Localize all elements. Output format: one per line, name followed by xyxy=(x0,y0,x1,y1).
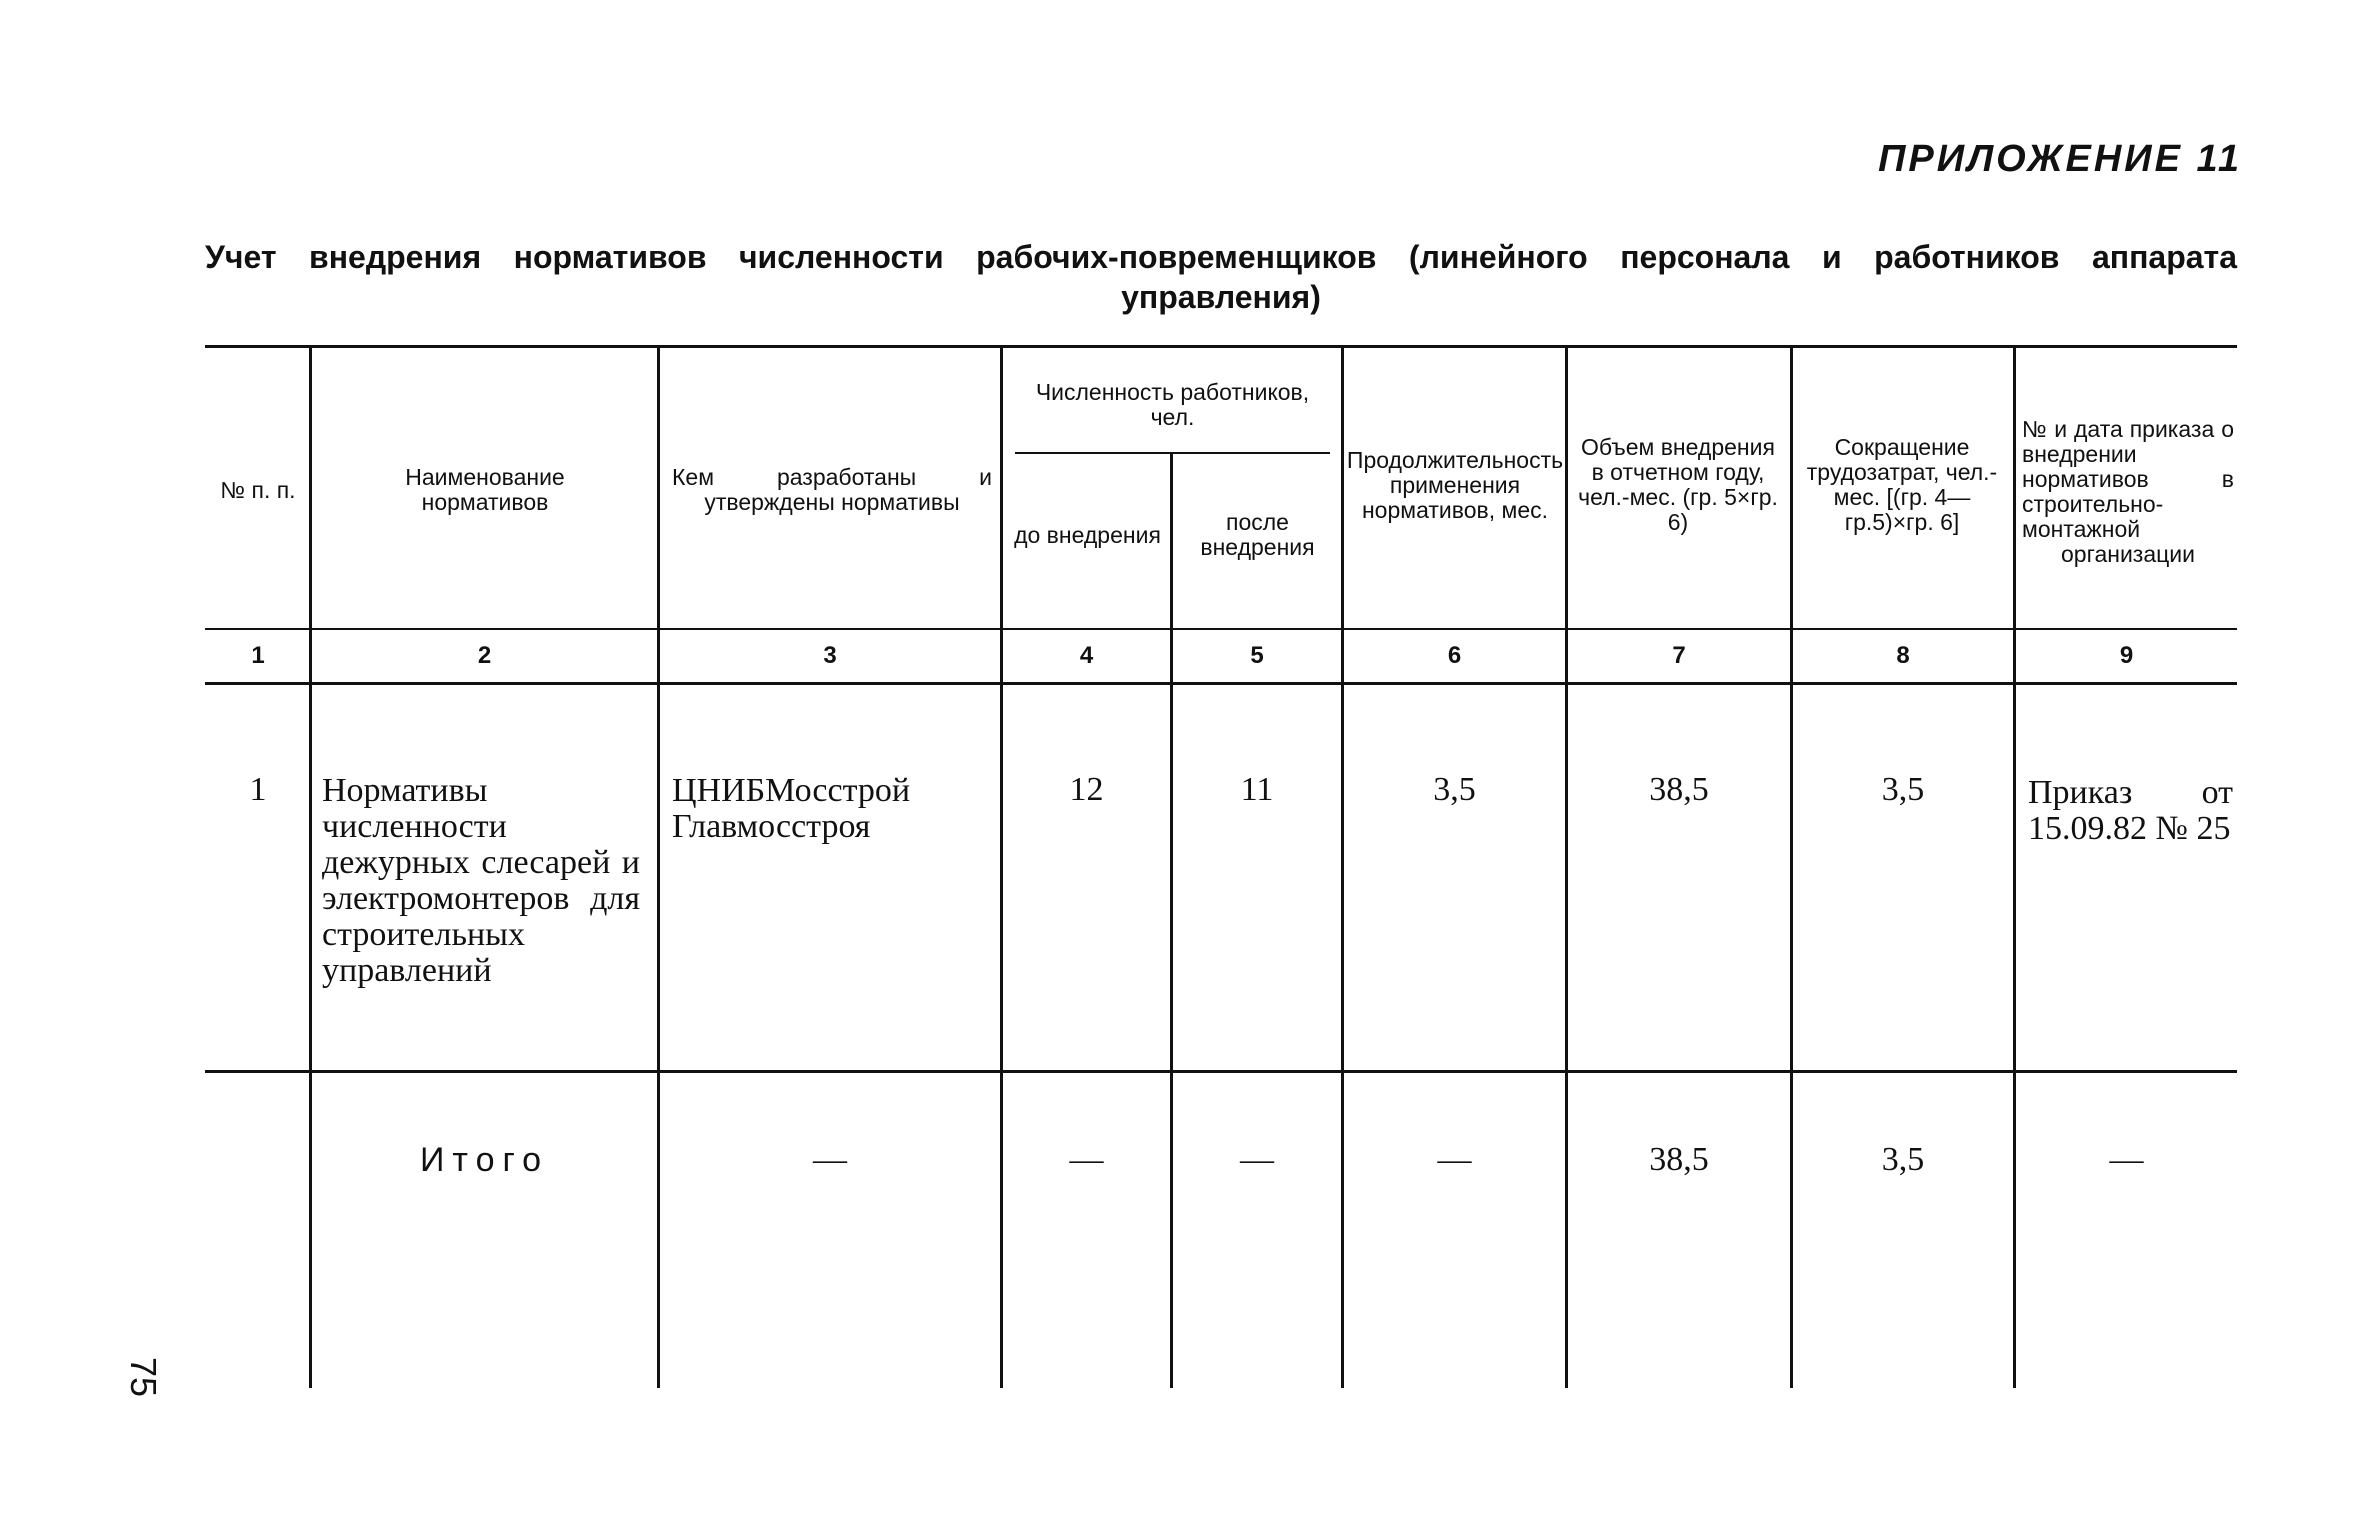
total-row-rule xyxy=(205,1070,2237,1073)
staff-after: 11 xyxy=(1240,771,1274,808)
header-standard-name: Наименование нормативов xyxy=(405,464,565,515)
column-divider xyxy=(1565,348,1568,1388)
header-volume: Объем внедрения в отчетном году, чел.-мес. (гр. 5×гр. 6) xyxy=(1578,434,1778,535)
header-after: после внедрения xyxy=(1200,509,1315,560)
total-duration: — xyxy=(1437,1141,1472,1178)
header-order: № и дата приказа о внедрении нормативов в строительно-монтажной организации xyxy=(2022,416,2234,567)
header-staff-count-group: Численность работников, чел. xyxy=(1035,379,1310,430)
column-number: 3 xyxy=(823,642,837,669)
page-number: 75 xyxy=(123,1356,164,1398)
column-divider xyxy=(2013,348,2016,1388)
column-divider xyxy=(1790,348,1793,1388)
reduction-value: 3,5 xyxy=(1881,771,1925,808)
column-numbers-rule xyxy=(205,682,2237,685)
staff-before: 12 xyxy=(1069,771,1104,808)
table-top-rule xyxy=(205,345,2237,348)
total-order: — xyxy=(2109,1141,2144,1178)
total-label: Итого xyxy=(419,1140,550,1179)
header-developer: Кем разработаны и утверждены нормативы xyxy=(672,464,992,515)
column-number: 8 xyxy=(1896,642,1910,669)
document-title: Учет внедрения нормативов численности рабочих-повременщиков (линейного персонала и работников аппарата управления) xyxy=(205,239,2237,315)
total-reduction: 3,5 xyxy=(1881,1141,1925,1178)
header-before: до внедрения xyxy=(1014,521,1161,548)
header-reduction: Сокращение трудозатрат, чел.-мес. [(гр. 4—гр.5)×гр. 6] xyxy=(1806,434,1998,535)
appendix-label: ПРИЛОЖЕНИЕ 11 xyxy=(1878,138,2242,180)
column-number: 9 xyxy=(2119,642,2134,669)
column-divider xyxy=(1341,348,1344,1388)
total-after: — xyxy=(1240,1141,1274,1178)
column-number: 7 xyxy=(1672,642,1686,669)
header-bottom-rule xyxy=(205,628,2237,630)
column-divider xyxy=(309,348,312,1388)
developer-organization: ЦНИБМосстрой Главмосстроя xyxy=(672,772,911,845)
column-number: 5 xyxy=(1250,642,1264,669)
total-developer: — xyxy=(813,1141,847,1178)
total-before: — xyxy=(1069,1141,1104,1178)
column-divider xyxy=(1170,454,1173,1388)
standard-name: Нормативы численности дежурных слесарей и электромонтеров для строительных управлений xyxy=(322,772,640,989)
duration-value: 3,5 xyxy=(1433,771,1476,808)
column-number: 2 xyxy=(477,642,492,669)
order-reference: Приказ от 15.09.82 № 25 xyxy=(2028,774,2233,847)
row-number: 1 xyxy=(249,771,267,808)
total-volume: 38,5 xyxy=(1649,1141,1709,1178)
volume-value: 38,5 xyxy=(1649,771,1709,808)
header-row-number: № п. п. xyxy=(220,476,296,503)
column-divider xyxy=(1000,348,1003,1388)
column-divider xyxy=(657,348,660,1388)
column-number: 6 xyxy=(1447,642,1462,669)
column-number: 4 xyxy=(1079,642,1094,669)
header-duration: Продолжительность применения нормативов, мес. xyxy=(1346,446,1564,523)
column-number: 1 xyxy=(251,642,265,669)
